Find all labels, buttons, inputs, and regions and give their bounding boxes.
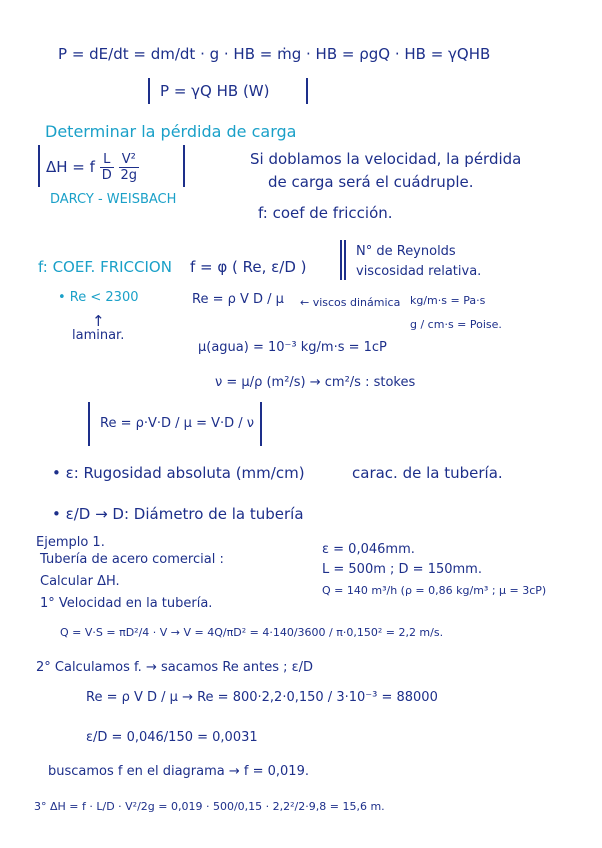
example-data-1: ε = 0,046mm.	[322, 542, 415, 557]
step-3: 3° ΔH = f · L/D · V²/2g = 0,019 · 500/0,15 · 2,2²/2·9,8 = 15,6 m.	[34, 800, 385, 813]
step-1-equation: Q = V·S = πD²/4 · V → V = 4Q/πD² = 4·140/3600 / π·0,150² = 2,2 m/s.	[60, 626, 444, 639]
darcy-lhs: ΔH = f	[46, 158, 95, 176]
re-box-formula: Re = ρ·V·D / μ = V·D / ν	[100, 416, 255, 431]
note-line-2: de carga será el cuádruple.	[268, 173, 474, 191]
example-title: Ejemplo 1.	[36, 535, 105, 550]
note-line-3: f: coef de fricción.	[258, 204, 393, 222]
visc-dyn-note: ← viscos dinámica	[300, 296, 401, 309]
mu-water: μ(agua) = 10⁻³ kg/m·s = 1cP	[198, 340, 387, 355]
arrow-up: ↑	[92, 312, 105, 330]
friction-side-2: viscosidad relativa.	[356, 264, 482, 279]
friction-divider	[340, 240, 346, 280]
example-line-1: Tubería de acero comercial :	[40, 552, 224, 567]
step-2: 2° Calculamos f. → sacamos Re antes ; ε/D	[36, 660, 314, 675]
step-2-eps: ε/D = 0,046/150 = 0,0031	[86, 730, 258, 745]
laminar-label: laminar.	[72, 328, 125, 343]
v2-over-2g: $\frac{\text{V²}}{2g}$	[120, 152, 138, 183]
darcy-name: DARCY - WEISBACH	[50, 192, 177, 207]
step-1: 1° Velocidad en la tubería.	[40, 596, 213, 611]
re-definition: Re = ρ V D / μ	[192, 292, 284, 307]
friction-side-1: N° de Reynolds	[356, 244, 456, 259]
re-limit: • Re < 2300	[58, 290, 139, 305]
headloss-title: Determinar la pérdida de carga	[45, 122, 297, 141]
nu-definition: ν = μ/ρ (m²/s) → cm²/s : stokes	[215, 375, 416, 390]
example-line-2: Calcular ΔH.	[40, 574, 120, 589]
eps-d-line: • ε/D → D: Diámetro de la tubería	[52, 505, 304, 523]
power-formula: P = dE/dt = dm/dt · g · HB = ṁg · HB = ρgQ · HB = γQHB	[58, 45, 491, 63]
eps-line: • ε: Rugosidad absoluta (mm/cm)	[52, 464, 305, 482]
units-line-2: g / cm·s = Poise.	[410, 318, 502, 331]
example-data-3: Q = 140 m³/h (ρ = 0,86 kg/m³ ; μ = 3cP)	[322, 584, 547, 597]
note-line-1: Si doblamos la velocidad, la pérdida	[250, 150, 522, 168]
step-2-f: buscamos f en el diagrama → f = 0,019.	[48, 764, 309, 779]
units-line-1: kg/m·s = Pa·s	[410, 294, 486, 307]
step-2-re: Re = ρ V D / μ → Re = 800·2,2·0,150 / 3·10⁻³ = 88000	[86, 690, 438, 705]
l-over-d: $\frac{L}{D}$	[101, 152, 112, 183]
eps-note: carac. de la tubería.	[352, 464, 503, 482]
darcy-formula	[46, 152, 139, 183]
friction-formula: f = φ ( Re, ε/D )	[190, 258, 307, 276]
friction-label: f: COEF. FRICCION	[38, 258, 172, 276]
example-data-2: L = 500m ; D = 150mm.	[322, 562, 482, 577]
power-boxed-formula: P = γQ HB (W)	[160, 82, 270, 100]
